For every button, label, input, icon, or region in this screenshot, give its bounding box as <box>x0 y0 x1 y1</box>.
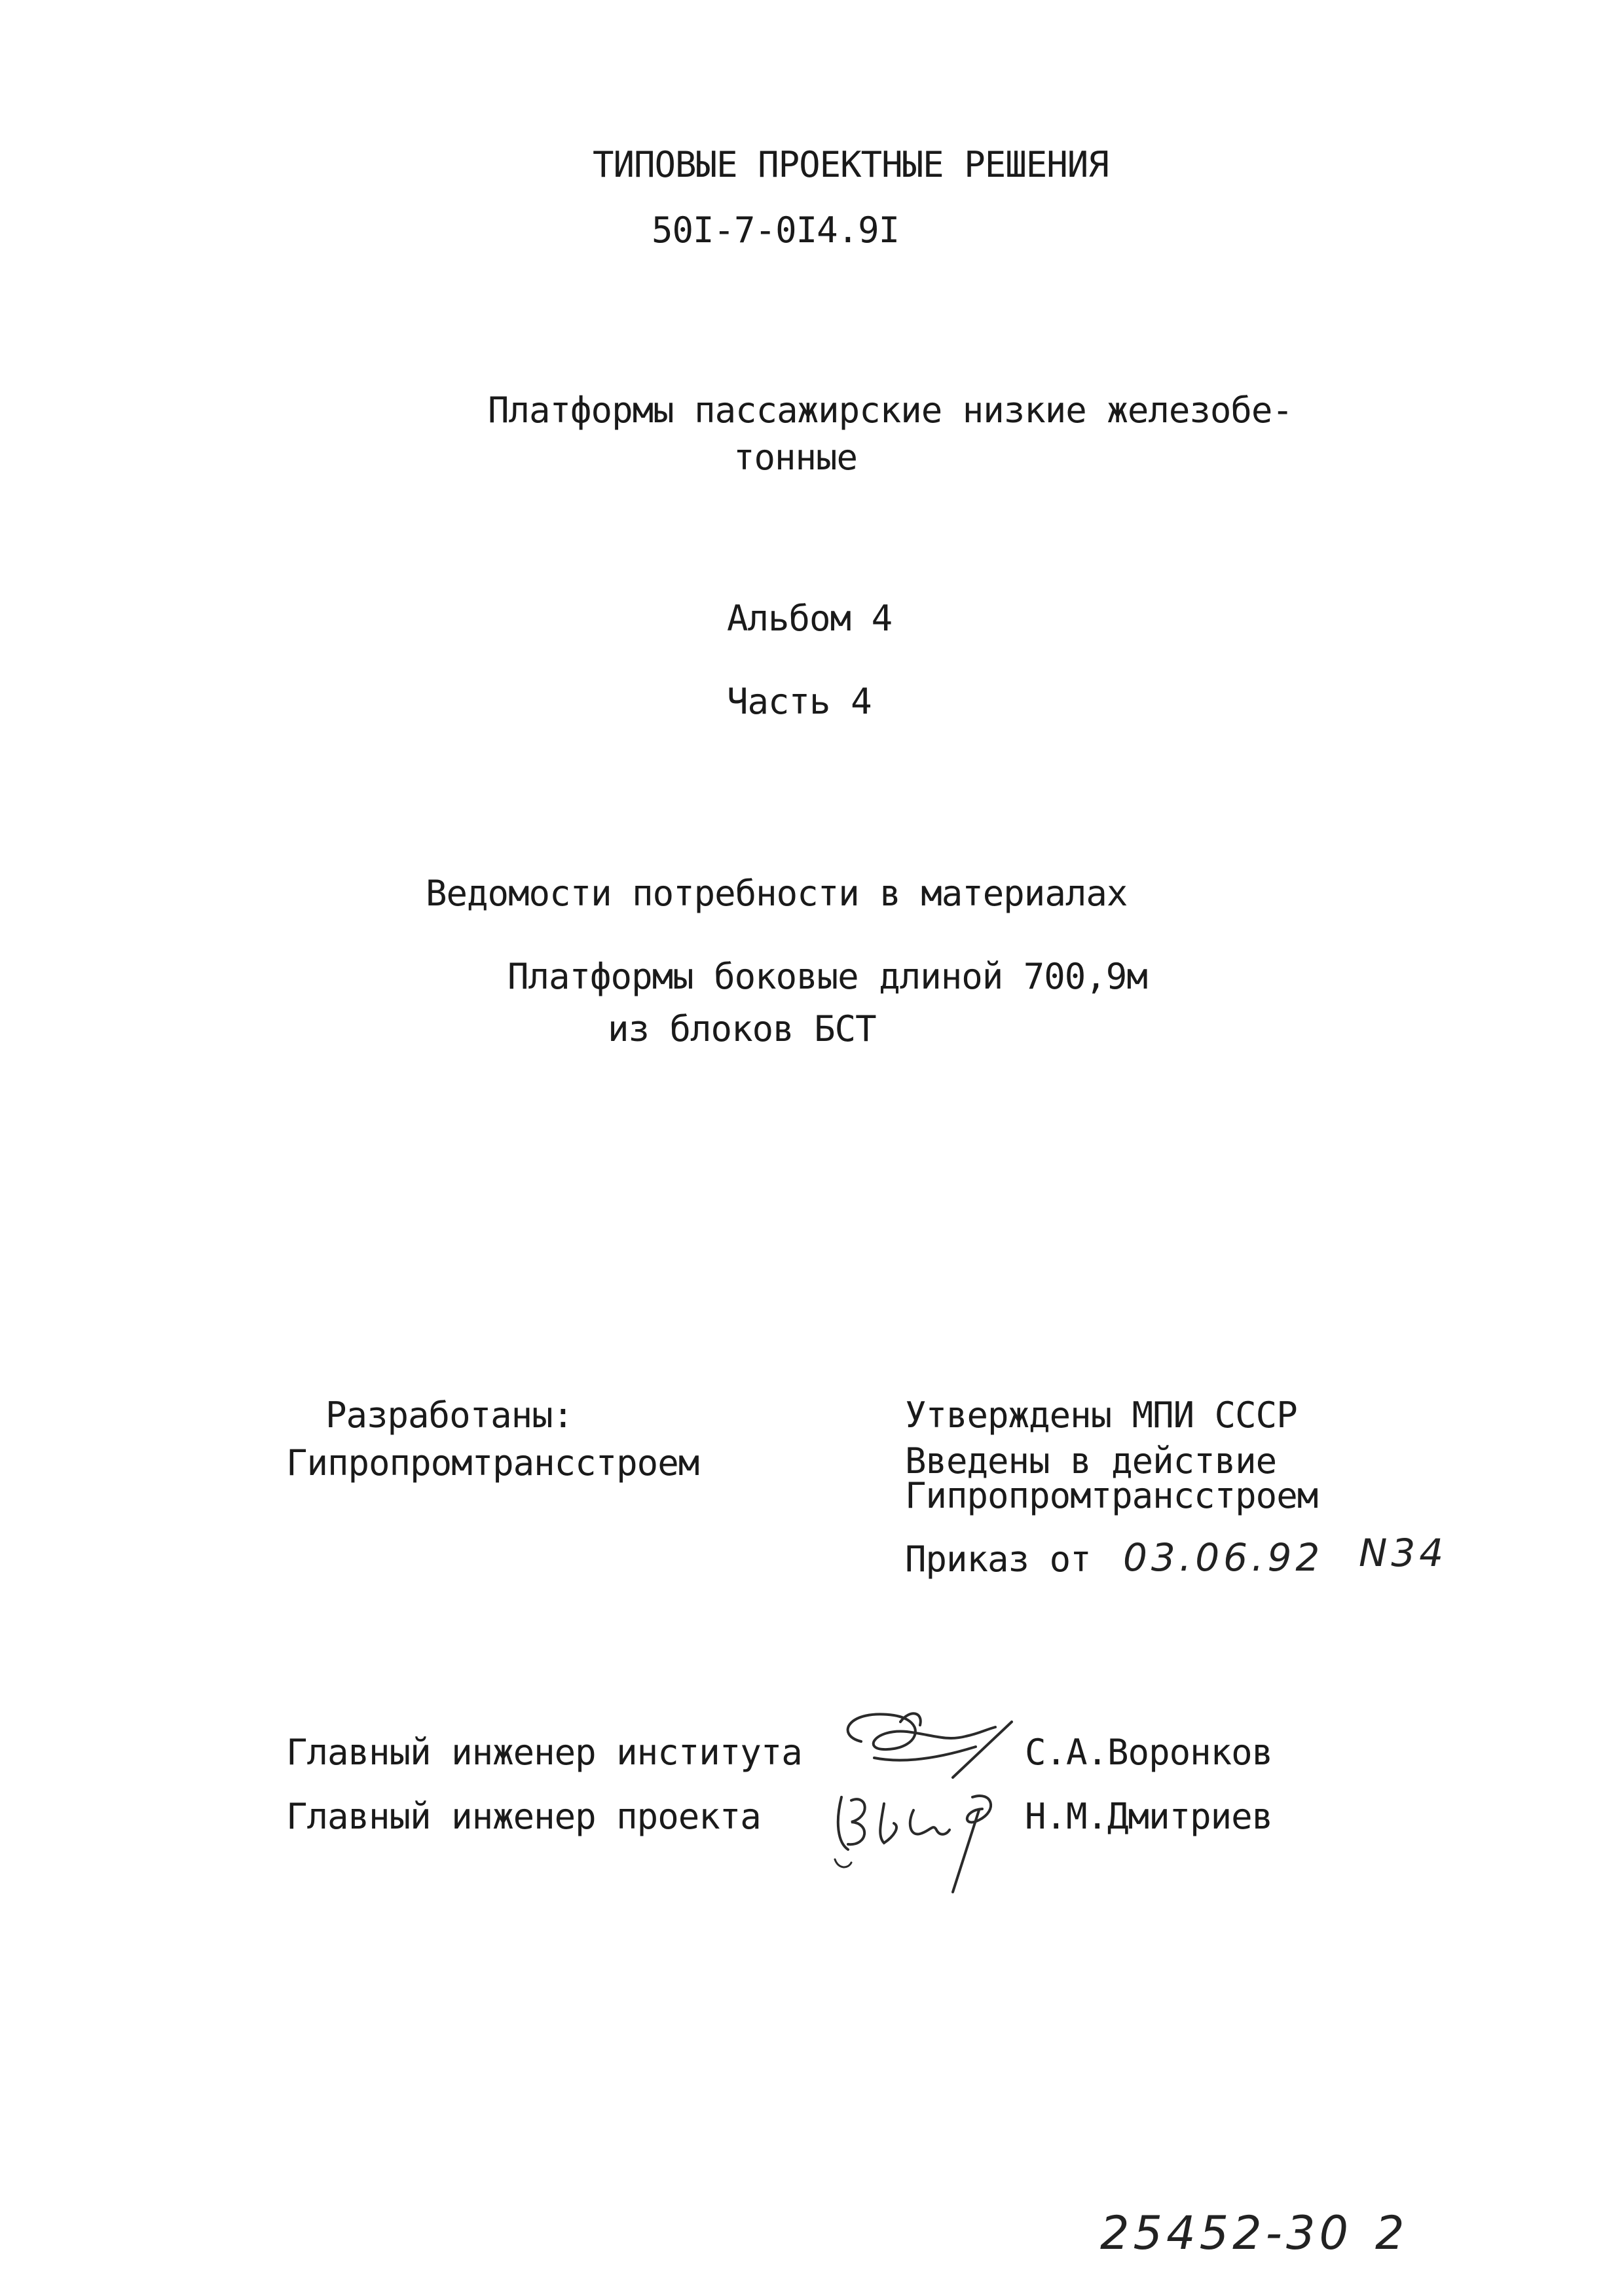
album-label: Альбом 4 <box>727 598 893 639</box>
subject-line-3: из блоков БСТ <box>608 1008 876 1049</box>
signature-name-1: С.А.Воронков <box>1025 1732 1273 1773</box>
order-number: N34 <box>1359 1531 1448 1575</box>
signature-role-2: Главный инженер проекта <box>286 1796 761 1837</box>
subject-line-1: Ведомости потребности в материалах <box>426 873 1128 914</box>
developer-label: Разработаны: <box>325 1394 574 1436</box>
order-label: Приказ от <box>905 1539 1091 1580</box>
approval-introduced: Введены в действие <box>905 1440 1277 1482</box>
developer-org: Гипропромтрансстроем <box>286 1442 699 1484</box>
approval-approved: Утверждены МПИ СССР <box>905 1394 1297 1436</box>
page-number: 2 <box>1375 2206 1409 2260</box>
order-date: 03.06.92 <box>1123 1535 1324 1580</box>
signature-name-2: Н.М.Дмитриев <box>1025 1796 1273 1837</box>
signature-role-1: Главный инженер института <box>286 1732 802 1773</box>
title-line-2: тонные <box>733 437 858 478</box>
part-label: Часть 4 <box>727 681 872 722</box>
title-line-1: Платформы пассажирские низкие железобе- <box>488 390 1293 431</box>
inventory-number: 25452-30 <box>1100 2206 1353 2260</box>
subject-line-2: Платформы боковые длиной 700,9м <box>507 956 1147 997</box>
signature-1-handwritten <box>822 1696 1018 1781</box>
approval-org: Гипропромтрансстроем <box>905 1475 1318 1516</box>
series-heading: ТИПОВЫЕ ПРОЕКТНЫЕ РЕШЕНИЯ <box>593 144 1109 185</box>
signature-2-handwritten <box>822 1771 1031 1902</box>
document-code: 50I-7-0I4.9I <box>652 210 900 251</box>
